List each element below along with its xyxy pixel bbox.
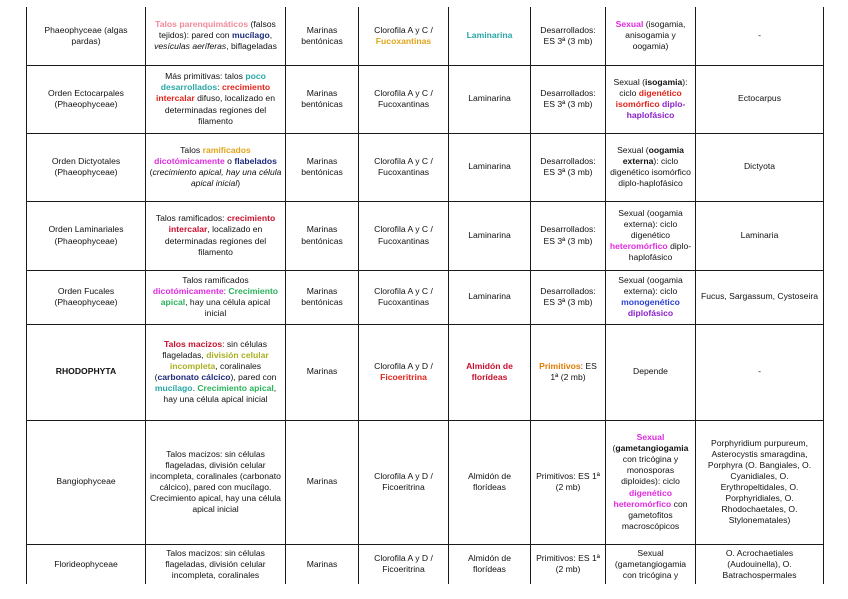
cell-pigments — [359, 133, 449, 201]
text-run: Laminarina — [468, 93, 511, 104]
text-run: : — [223, 285, 229, 296]
cell-examples: Ectocarpus — [696, 65, 824, 133]
cell-flagella: Primitivos: ES 1ª (2 mb) — [531, 544, 606, 584]
text-run: o — [224, 155, 235, 166]
cell-examples: Laminaria — [696, 201, 824, 270]
text-run: gametangiogamia — [615, 443, 689, 454]
cell-reserve — [449, 420, 531, 544]
text-run: . — [192, 383, 198, 394]
text-run: ramificados — [202, 144, 251, 155]
cell-pigments — [359, 420, 449, 544]
text-run: Clorofila A y C / — [374, 24, 433, 35]
cell-name: Phaeophyceae (algas pardas) — [27, 7, 146, 65]
text-run: isogamia — [645, 76, 683, 87]
cell-reproduction — [606, 65, 696, 133]
cell-flagella: Desarrollados: ES 3ª (3 mb) — [531, 133, 606, 201]
text-run: Talos — [180, 144, 203, 155]
text-run: monogenético — [621, 297, 680, 307]
text-run: flabelados — [234, 155, 277, 166]
text-run: Laminarina — [468, 229, 511, 240]
cell-reproduction — [606, 324, 696, 420]
cell-thallus — [146, 270, 286, 324]
cell-reserve — [449, 201, 531, 270]
text-run: Laminarina — [468, 291, 511, 302]
cell-name: Orden Fucales (Phaeophyceae) — [27, 270, 146, 324]
text-run: , coralinales ( — [154, 360, 262, 382]
text-run: división celular incompleta — [169, 349, 269, 371]
text-run: Clorofila A y C / Fucoxantinas — [374, 87, 433, 109]
cell-thallus — [146, 201, 286, 270]
cell-flagella: Desarrollados: ES 3ª (3 mb) — [531, 201, 606, 270]
text-run: Sexual ( — [613, 76, 645, 87]
cell-habitat: Marinas bentónicas — [286, 133, 359, 201]
cell-name: Orden Ectocarpales (Phaeophyceae) — [27, 65, 146, 133]
cell-reserve — [449, 324, 531, 420]
text-run: ): ciclo — [619, 76, 688, 98]
cell-reproduction — [606, 270, 696, 324]
text-run: Clorofila A y C / Fucoxantinas — [374, 224, 433, 246]
text-run: , hay una célula apical inicial — [163, 383, 277, 405]
text-run: Talos ramificados: — [155, 213, 227, 224]
text-run: Ficoeritrina — [380, 372, 427, 382]
text-run: Depende — [633, 366, 668, 377]
cell-thallus — [146, 7, 286, 65]
cell-examples: - — [696, 7, 824, 65]
text-run: Sexual — [615, 19, 644, 30]
text-run: mucílago — [231, 30, 270, 41]
text-run: : ES 1ª (2 mb) — [550, 360, 597, 382]
text-run: diplo-haplofásico — [628, 241, 692, 263]
cell-reproduction — [606, 7, 696, 65]
cell-pigments — [359, 201, 449, 270]
text-run: Clorofila A y D / — [374, 360, 433, 371]
cell-flagella — [531, 324, 606, 420]
text-run: ( — [612, 443, 616, 454]
cell-pigments — [359, 270, 449, 324]
text-run: Sexual (oogamia externa): ciclo — [618, 274, 683, 296]
text-run: , localizado en determinadas regiones del filamento — [164, 224, 267, 257]
text-run: difuso, localizado en determinadas regiones del filamento — [164, 93, 275, 126]
text-run: Laminarina — [468, 161, 511, 172]
text-run: Almidón de florídeas — [468, 470, 511, 492]
cell-pigments — [359, 65, 449, 133]
cell-reserve — [449, 544, 531, 584]
cell-flagella: Desarrollados: ES 3ª (3 mb) — [531, 7, 606, 65]
text-run: diplo-haplofásico — [626, 99, 686, 121]
cell-flagella: Primitivos: ES 1ª (2 mb) — [531, 420, 606, 544]
text-run: Clorofila A y D / Ficoeritrina — [374, 553, 433, 575]
cell-examples: - — [696, 324, 824, 420]
table-row — [27, 7, 824, 65]
table-row — [27, 65, 824, 133]
text-run: crecimiento apical, hay una célula apical inicial — [152, 167, 282, 189]
cell-examples: Porphyridium purpureum, Asterocystis smaragdina, Porphyra (O. Bangiales, O. Cyanidiales, O. Erythropeltidales, O. Porphyridiales, O. Rhodochaetales, O. Stylonematales) — [696, 420, 824, 544]
taxonomy-table — [26, 7, 824, 584]
cell-thallus — [146, 65, 286, 133]
cell-reproduction — [606, 544, 696, 584]
text-run: ): ciclo digenético isomórfico diplo-haplofásico — [610, 155, 691, 189]
text-run: dicotómicamente — [154, 155, 225, 166]
text-run: Primitivos — [539, 360, 581, 371]
text-run: poco desarrollados — [160, 71, 266, 93]
text-run: digenético isomórfico — [615, 87, 682, 109]
text-run: heteromórfico — [609, 241, 668, 252]
cell-reserve — [449, 133, 531, 201]
text-run: carbonato cálcico — [157, 372, 231, 382]
cell-flagella: Desarrollados: ES 3ª (3 mb) — [531, 65, 606, 133]
text-run: Crecimiento apical — [197, 383, 274, 394]
table-row — [27, 324, 824, 420]
cell-thallus — [146, 544, 286, 584]
table-row — [27, 201, 824, 270]
text-run: con gametofitos macroscópicos — [621, 498, 688, 531]
cell-thallus — [146, 133, 286, 201]
text-run: , biflageladas — [226, 41, 277, 52]
text-run: Sexual — [636, 432, 665, 443]
cell-reproduction — [606, 201, 696, 270]
cell-thallus — [146, 420, 286, 544]
cell-reserve — [449, 270, 531, 324]
text-run: Talos parenquimáticos — [155, 19, 249, 30]
text-run: Almidón de florídeas — [468, 553, 511, 575]
cell-pigments — [359, 324, 449, 420]
table-row — [27, 544, 824, 584]
text-run: digenético heteromórfico — [613, 487, 672, 509]
cell-reserve — [449, 7, 531, 65]
text-run: Sexual (gametangiogamia con tricógina y — [614, 547, 687, 580]
text-run: Crecimiento apical — [160, 285, 279, 307]
text-run: (isogamia, anisogamia y oogamia) — [625, 19, 686, 52]
cell-habitat: Marinas bentónicas — [286, 270, 359, 324]
text-run: ), pared con — [230, 372, 277, 382]
cell-name: Orden Dictyotales (Phaeophyceae) — [27, 133, 146, 201]
cell-habitat: Marinas — [286, 324, 359, 420]
cell-examples: Dictyota — [696, 133, 824, 201]
text-run: oogamia externa — [622, 144, 684, 166]
text-run: : sin células flageladas, — [162, 338, 267, 360]
text-run: ) — [237, 178, 241, 189]
text-run: , — [269, 30, 273, 41]
text-run: vesículas aeríferas — [154, 41, 227, 52]
text-run: dicotómicamente — [152, 285, 224, 296]
cell-habitat: Marinas bentónicas — [286, 7, 359, 65]
cell-habitat: Marinas bentónicas — [286, 201, 359, 270]
text-run: Laminarina — [466, 30, 513, 41]
text-run: Sexual ( — [617, 144, 649, 155]
cell-pigments — [359, 544, 449, 584]
cell-name: RHODOPHYTA — [27, 324, 146, 420]
cell-reproduction — [606, 420, 696, 544]
table-row — [27, 420, 824, 544]
cell-habitat: Marinas — [286, 420, 359, 544]
text-run: diplofásico — [627, 308, 674, 319]
cell-habitat: Marinas — [286, 544, 359, 584]
cell-reproduction — [606, 133, 696, 201]
text-run: mucílago — [154, 383, 193, 394]
text-run: : — [217, 82, 222, 93]
cell-thallus — [146, 324, 286, 420]
text-run: crecimiento intercalar — [168, 213, 276, 235]
text-run: Almidón de florídeas — [466, 360, 513, 382]
cell-name: Orden Laminariales (Phaeophyceae) — [27, 201, 146, 270]
text-run: Más primitivas: talos — [165, 71, 246, 82]
text-run: Talos macizos: sin células flageladas, división celular incompleta, coralinales (carbonato cálcico), pared con mucílago. Crecimiento apical, hay una célula apical inicial — [150, 448, 281, 515]
text-run: Talos macizos — [163, 338, 223, 349]
text-run: Clorofila A y D / Ficoeritrina — [374, 470, 433, 492]
cell-name: Florideophyceae — [27, 544, 146, 584]
text-run: Clorofila A y C / Fucoxantinas — [374, 285, 433, 307]
cell-examples: Fucus, Sargassum, Cystoseira — [696, 270, 824, 324]
text-run: , hay una célula apical inicial — [185, 297, 271, 319]
text-run: Talos ramificados — [182, 274, 249, 285]
table-body — [27, 7, 824, 584]
text-run: (falsos tejidos): pared con — [158, 19, 276, 41]
cell-habitat: Marinas bentónicas — [286, 65, 359, 133]
text-run: Talos macizos: sin células flageladas, división celular incompleta, coralinales — [165, 547, 266, 580]
text-run: ( — [149, 167, 153, 177]
text-run: con tricógina y monosporas diploides): ciclo — [621, 454, 680, 487]
cell-name: Bangiophyceae — [27, 420, 146, 544]
text-run: Clorofila A y C / Fucoxantinas — [374, 155, 433, 177]
text-run: crecimiento intercalar — [156, 82, 271, 104]
cell-pigments — [359, 7, 449, 65]
cell-flagella: Desarrollados: ES 3ª (3 mb) — [531, 270, 606, 324]
cell-examples: O. Acrochaetiales (Audouinella), O. Batrachospermales — [696, 544, 824, 584]
table-row — [27, 133, 824, 201]
text-run: Fucoxantinas — [375, 35, 432, 46]
table-row — [27, 270, 824, 324]
text-run: Sexual (oogamia externa): ciclo digenético — [618, 207, 683, 240]
cell-reserve — [449, 65, 531, 133]
